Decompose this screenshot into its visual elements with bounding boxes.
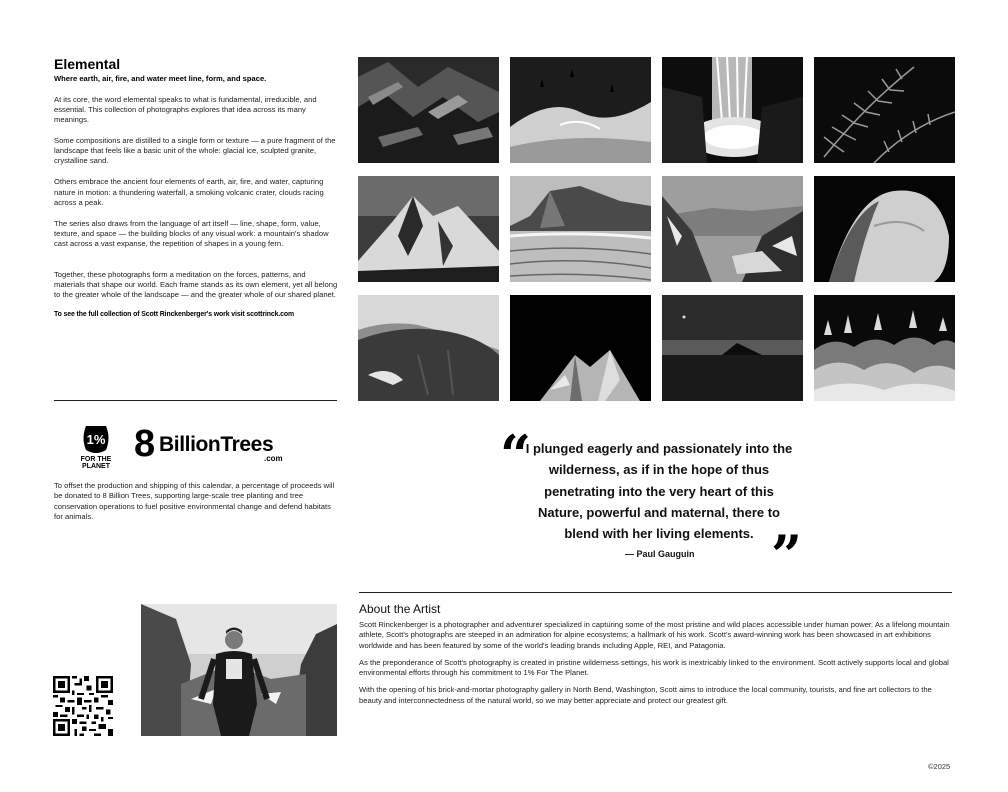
close-quote-mark: ” bbox=[771, 523, 803, 587]
photo-snow-slope bbox=[510, 57, 651, 163]
page-subtitle: Where earth, air, fire, and water meet line, form, and space. bbox=[54, 74, 267, 83]
copyright: ©2025 bbox=[928, 762, 951, 771]
photo-waterfall bbox=[662, 57, 803, 163]
intro-paragraph: Some compositions are distilled to a single form or texture — a pure fragment of the landscape that feels like a basic unit of the whole: glacial ice, sculpted granite, crystalline sand. bbox=[54, 135, 336, 166]
quote-text: I plunged eagerly and passionately into the wilderness, as if in the hope of thus penetrating into the very heart of this Nature, powerful and maternal, there to blend with her living elements. bbox=[525, 441, 793, 542]
donation-text: To offset the production and shipping of this calendar, a percentage of proceeds will be donated to 8 Billion Trees, supporting large-scale tree planting and tree conservation operations to fuel positive environmental change and defend habitats for animals. bbox=[54, 481, 335, 521]
photo-fern bbox=[814, 57, 955, 163]
quote-block bbox=[500, 423, 803, 587]
quote-author: — Paul Gauguin bbox=[625, 549, 695, 559]
website-link-text: To see the full collection of Scott Rinckenberger's work visit scottrinck.com bbox=[54, 311, 295, 319]
photo-glacial-lake bbox=[510, 176, 651, 282]
intro-paragraph: The series also draws from the language of art itself — line, shape, form, value, texture, and space — the building blocks of any visual work: a mountain's shadow cast across a vast expanse, the repetition of shapes in a young fern. bbox=[54, 218, 329, 249]
photo-rocky-ridges bbox=[358, 57, 499, 163]
photo-cloudy-cliff bbox=[358, 295, 499, 401]
trees-logo-number: 8 bbox=[134, 423, 156, 465]
intro-section bbox=[54, 56, 338, 318]
one-percent-for-the-planet-logo bbox=[78, 424, 114, 470]
about-artist-section bbox=[359, 602, 955, 706]
photo-granite-boulder bbox=[814, 176, 955, 282]
about-paragraph: As the preponderance of Scott's photography is created in pristine wilderness settings, his work is inextricably linked to the environment. Scott actively supports local and global environmental efforts through his commitment to 1% For The Planet. bbox=[359, 657, 949, 678]
about-paragraph: Scott Rinckenberger is a photographer and adventurer specialized in capturing some of the most pristine and wild places accessible under human power. As a lifelong mountain athlete, Scott's photographs are steeped in an admiration for alpine ecosystems; a hallmark of his work. Scott's award-winning work has been showcased in art exhibitions worldwide and has been featured by some of the world's leading brands including Apple, REI, and Patagonia. bbox=[359, 620, 950, 650]
partner-logos bbox=[78, 424, 318, 470]
photo-mountain-valley bbox=[662, 176, 803, 282]
one-percent-mark: 1% bbox=[86, 432, 106, 447]
trees-logo-domain: .com bbox=[264, 454, 283, 463]
open-quote-mark: “ bbox=[500, 423, 532, 487]
photo-grid bbox=[358, 57, 954, 401]
one-percent-line1: FOR THE bbox=[80, 456, 112, 463]
page-title: Elemental bbox=[54, 56, 121, 72]
photo-rock-fragment bbox=[510, 295, 651, 401]
eight-billion-trees-logo bbox=[134, 423, 314, 468]
artist-portrait bbox=[141, 604, 337, 736]
one-percent-line2: PLANET bbox=[82, 463, 110, 470]
about-paragraph: With the opening of his brick-and-mortar photography gallery in North Bend, Washington, Scott aims to introduce the local community, tourists, and fine art collectors to the beauty and interconnectedness of the natural world, so we may better appreciate and protect our greatest gift. bbox=[359, 685, 932, 705]
about-heading: About the Artist bbox=[359, 602, 441, 616]
intro-paragraph: Together, these photographs form a meditation on the forces, patterns, and materials that shape our world. Each frame stands as its own element, yet all belong to the greater whole of the landscape — and the greater whole of our shared planet. bbox=[54, 269, 338, 300]
qr-code[interactable] bbox=[53, 676, 113, 736]
photo-snowy-forest bbox=[814, 295, 955, 401]
left-divider bbox=[54, 400, 337, 401]
photo-mountain-shadow bbox=[662, 295, 803, 401]
trees-logo-name: BillionTrees bbox=[159, 433, 274, 456]
intro-paragraph: At its core, the word elemental speaks to what is fundamental, irreducible, and essential. This collection of photographs explores that idea across its many meanings. bbox=[54, 94, 317, 125]
photo-snowy-peak bbox=[358, 176, 499, 282]
intro-paragraph: Others embrace the ancient four elements of earth, air, fire, and water, capturing nature in motion: a thundering waterfall, a smoking volcanic crater, clouds racing across a peak. bbox=[54, 177, 324, 207]
right-divider bbox=[359, 592, 952, 593]
